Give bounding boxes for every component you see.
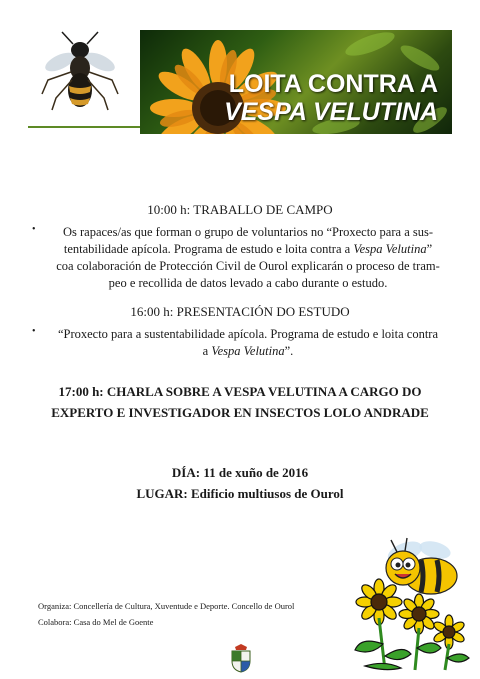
bullet-icon: • <box>32 326 36 337</box>
date-label: DÍA: <box>171 465 201 480</box>
place-line <box>28 483 452 504</box>
date-line <box>28 462 452 483</box>
event1-description <box>28 224 452 292</box>
event2-description <box>28 326 452 360</box>
event1-heading: 10:00 h: TRABALLO DE CAMPO <box>147 202 333 217</box>
event-trabajo-de-campo <box>28 202 452 292</box>
event1-line2-end: ” <box>426 242 433 256</box>
event-presentacion <box>28 304 452 360</box>
event2-line2: a <box>202 344 212 358</box>
event3-line1: 17:00 h: CHARLA SOBRE A VESPA VELUTINA A CARGO DO <box>58 384 422 399</box>
event2-line1: “Proxecto para a sustentabilidade apícola. Programa de estudo e loita contra <box>57 327 439 341</box>
banner-title-line2: VESPA VELUTINA <box>224 98 438 126</box>
event1-line2: tentabilidade apícola. Programa de estudo e loita contra a <box>63 242 354 256</box>
header-rule <box>28 126 140 128</box>
banner-title-line1: LOITA CONTRA A <box>228 70 438 98</box>
coat-of-arms-icon <box>229 643 253 673</box>
date-value: 11 de xuño de 2016 <box>203 465 309 480</box>
organiza-text: Organiza: Concellería de Cultura, Xuventude e Deporte. Concello de Ourol <box>38 601 295 611</box>
place-label: LUGAR: <box>136 486 188 501</box>
colabora-text: Colabora: Casa do Mel de Goente <box>38 617 154 627</box>
event1-line4: peo e recollida de datos levado a cabo durante o estudo. <box>108 276 388 290</box>
event1-bullet <box>28 224 452 292</box>
place-value: Edificio multiusos de Ourol <box>190 486 344 501</box>
event2-italic: Vespa Velutina <box>211 344 285 358</box>
event2-heading: 16:00 h: PRESENTACIÓN DO ESTUDO <box>130 304 350 319</box>
event1-line1: Os rapaces/as que forman o grupo de voluntarios no “Proxecto para a sus- <box>62 225 434 239</box>
event1-italic: Vespa Velutina <box>353 242 427 256</box>
event3-line2: EXPERTO E INVESTIGADOR EN INSECTOS LOLO ANDRADE <box>51 405 429 420</box>
event1-line3: coa colaboración de Protección Civil de Ourol explicarán o proceso de tram- <box>56 259 440 273</box>
event-charla <box>28 381 452 423</box>
event2-line2-end: ”. <box>284 344 294 358</box>
event2-bullet <box>28 326 452 360</box>
sunflower-icon <box>355 579 469 670</box>
header-banner <box>140 30 452 134</box>
banner-title <box>140 70 438 126</box>
bee-sunflower-illustration <box>345 532 475 672</box>
bullet-icon: • <box>32 224 36 235</box>
wasp-image <box>38 28 122 114</box>
event-details <box>28 462 452 504</box>
